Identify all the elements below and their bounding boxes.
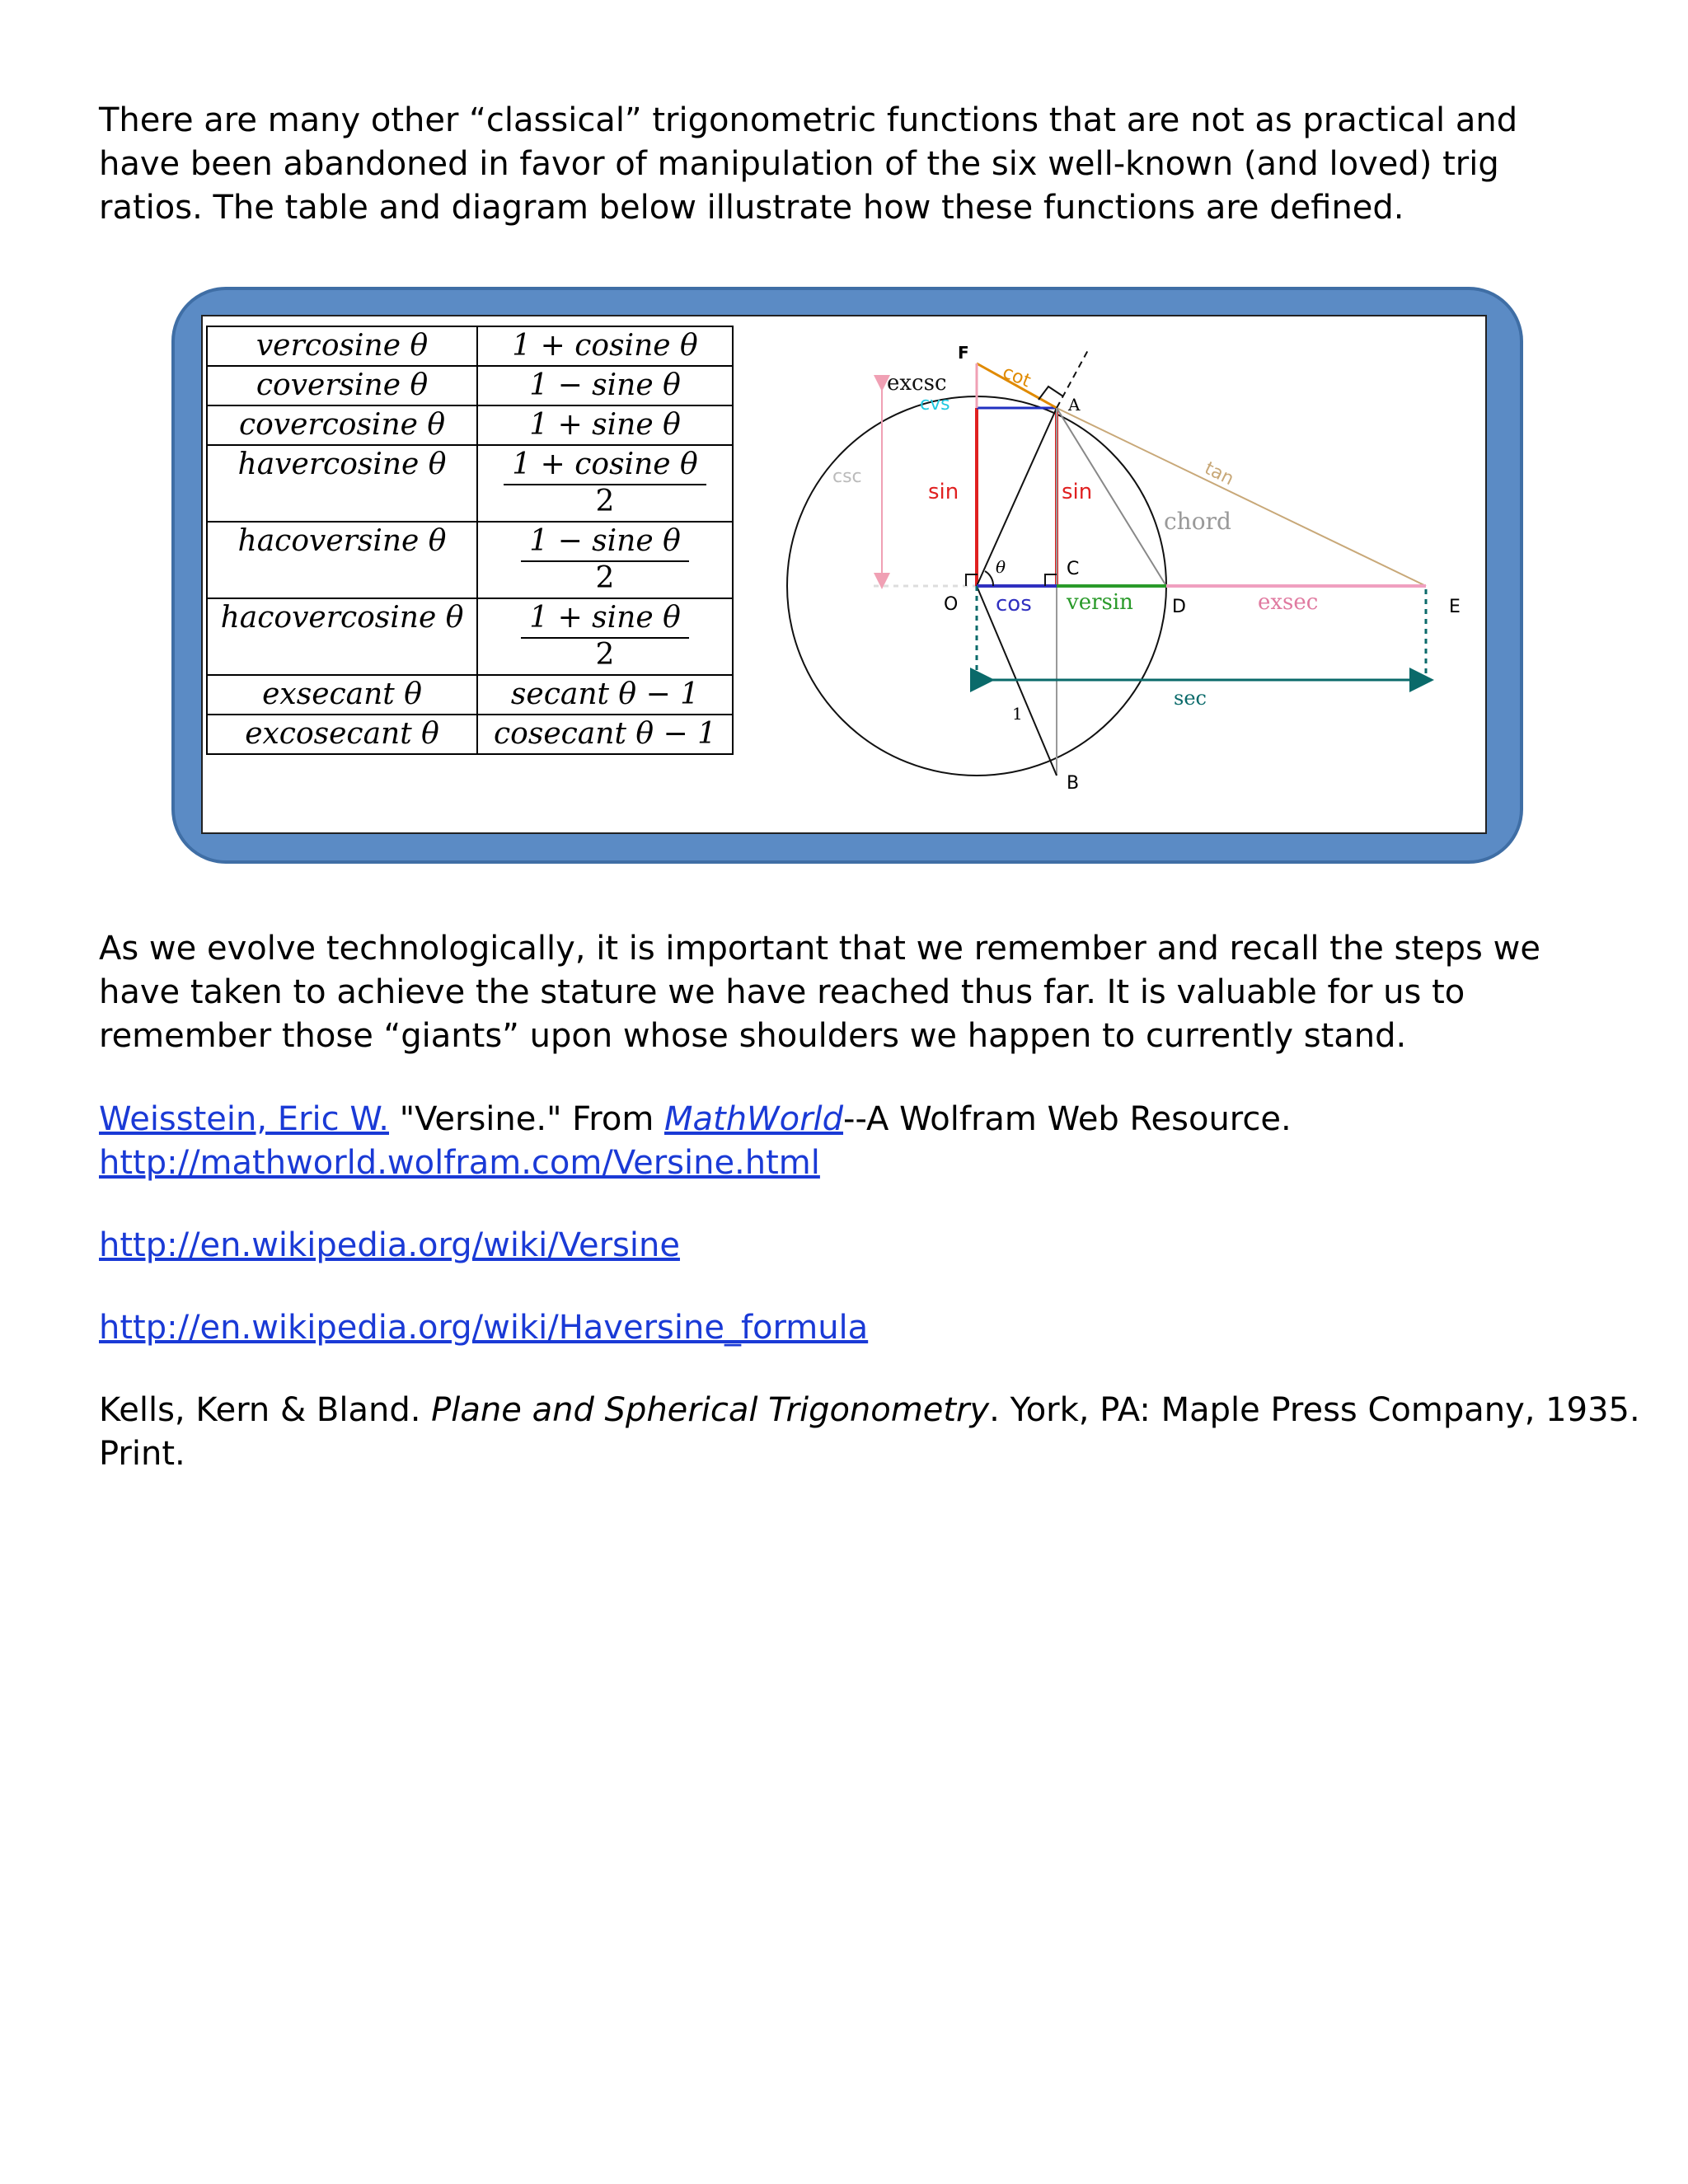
function-value: 1 − sine θ	[477, 366, 733, 405]
function-value: 1 + sine θ	[477, 405, 733, 445]
definitions-table	[206, 326, 734, 755]
mathworld-link[interactable]: MathWorld	[664, 1100, 844, 1138]
label-cot: cot	[999, 362, 1034, 392]
label-cvs: cvs	[920, 394, 950, 415]
table-row	[207, 326, 733, 366]
reference-url-line	[99, 1306, 868, 1350]
numerator: 1 − sine θ	[521, 523, 689, 562]
denominator: 2	[595, 638, 615, 672]
numerator: 1 + sine θ	[521, 599, 689, 639]
label-F: F	[958, 343, 969, 363]
table-row	[207, 715, 733, 754]
reference-url-line	[99, 1141, 820, 1185]
book-title: Plane and Spherical Trigonometry	[431, 1391, 990, 1429]
label-B: B	[1067, 773, 1080, 794]
mathworld-url-link[interactable]: http://mathworld.wolfram.com/Versine.html	[99, 1144, 820, 1182]
label-sin-right: sin	[1062, 480, 1093, 504]
function-name: coversine θ	[207, 366, 477, 405]
function-value	[477, 522, 733, 598]
table-row	[207, 445, 733, 522]
label-tan: tan	[1201, 457, 1237, 490]
label-D: D	[1172, 597, 1186, 617]
label-C: C	[1067, 559, 1080, 579]
closing-paragraph: As we evolve technologically, it is important that we remember and recall the steps we have taken to achieve the stature we have reached thus far. It is valuable for us to remember those “giants” upon whose shoulders we happen to currently stand.	[99, 930, 1540, 1055]
function-value: cosecant θ − 1	[477, 715, 733, 754]
label-chord: chord	[1164, 508, 1231, 535]
label-versin: versin	[1067, 590, 1133, 615]
fraction	[504, 446, 706, 518]
label-A: A	[1068, 395, 1081, 415]
function-value	[477, 598, 733, 675]
function-name: exsecant θ	[207, 675, 477, 715]
function-name: hacovercosine θ	[207, 598, 477, 675]
book-authors: Kells, Kern & Bland.	[99, 1391, 432, 1429]
function-name: vercosine θ	[207, 326, 477, 366]
label-csc: csc	[832, 466, 862, 487]
function-name: havercosine θ	[207, 445, 477, 522]
intro-paragraph: There are many other “classical” trigonometric functions that are not as practical and have been abandoned in favor of manipulation of the six well-known (and loved) trig ratios. The table and diagram below illustrate how these functions are defined.	[99, 101, 1518, 227]
reference-text: --A Wolfram Web Resource.	[843, 1100, 1292, 1138]
label-sin-left: sin	[928, 480, 959, 504]
function-name: excosecant θ	[207, 715, 477, 754]
denominator: 2	[595, 485, 615, 518]
label-theta: θ	[996, 557, 1006, 577]
label-E: E	[1449, 597, 1461, 617]
table-row	[207, 675, 733, 715]
function-name: hacoversine θ	[207, 522, 477, 598]
reference-mathworld	[99, 1098, 1292, 1141]
reference-text: "Versine." From	[389, 1100, 664, 1138]
right-angle-C	[1045, 574, 1057, 586]
numerator: 1 + cosine θ	[504, 446, 706, 485]
table-row	[207, 366, 733, 405]
book-publisher: . York, PA: Maple Press Company, 1935. Print.	[99, 1391, 1640, 1473]
theta-arc	[985, 571, 993, 586]
table-row	[207, 522, 733, 598]
table-row	[207, 405, 733, 445]
reference-url-line	[99, 1224, 680, 1268]
reference-book	[99, 1389, 1688, 1476]
function-value: secant θ − 1	[477, 675, 733, 715]
label-one: 1	[1012, 704, 1023, 724]
function-name: covercosine θ	[207, 405, 477, 445]
label-sec: sec	[1174, 687, 1207, 710]
label-O: O	[944, 594, 959, 615]
table-row	[207, 598, 733, 675]
author-link[interactable]: Weisstein, Eric W.	[99, 1100, 390, 1138]
trig-circle-diagram	[767, 334, 1492, 812]
function-value: 1 + cosine θ	[477, 326, 733, 366]
function-value	[477, 445, 733, 522]
wikipedia-versine-link[interactable]: http://en.wikipedia.org/wiki/Versine	[99, 1226, 680, 1264]
label-excsc: excsc	[887, 371, 947, 396]
wikipedia-haversine-link[interactable]: http://en.wikipedia.org/wiki/Haversine_formula	[99, 1309, 869, 1347]
fraction	[521, 599, 689, 672]
label-cos: cos	[996, 592, 1032, 616]
label-exsec: exsec	[1258, 590, 1319, 615]
right-angle-A	[1039, 387, 1063, 400]
denominator: 2	[595, 561, 615, 595]
fraction	[521, 523, 689, 595]
radius-OA	[977, 408, 1057, 586]
